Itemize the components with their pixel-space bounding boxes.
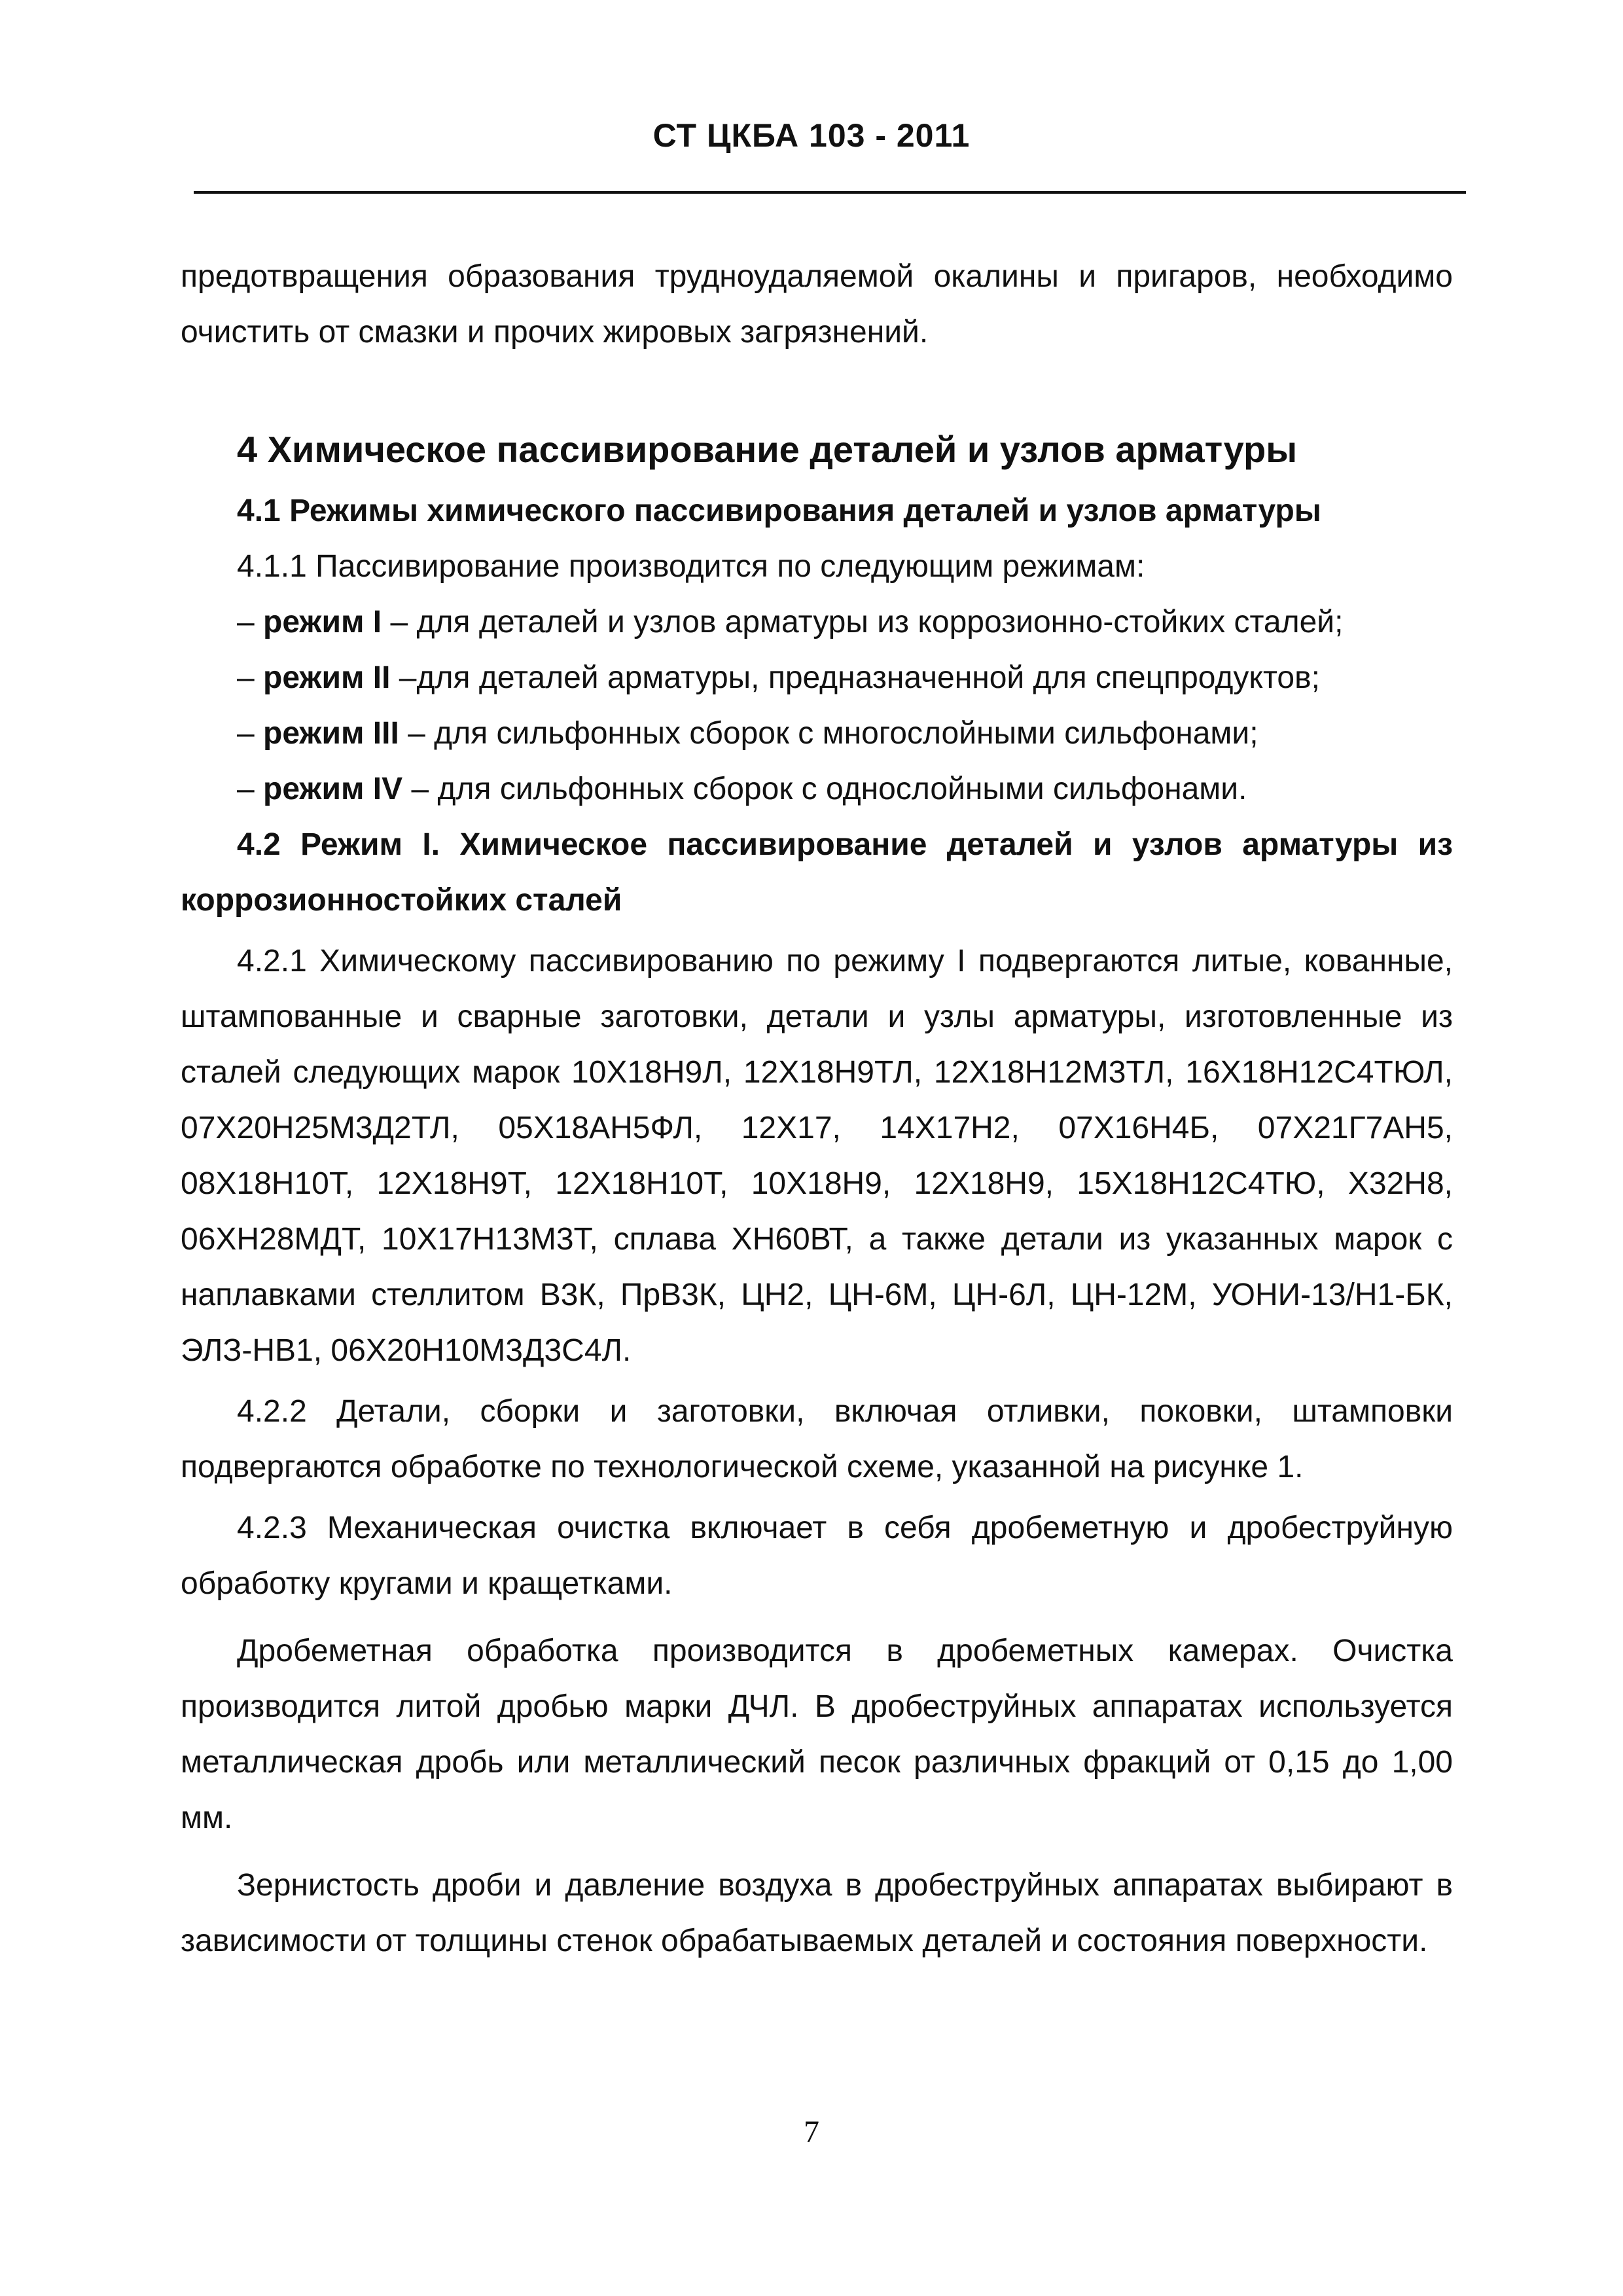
- mode-text: –для деталей арматуры, предназначенной для спецпродуктов;: [390, 660, 1320, 695]
- document-body: [181, 249, 1453, 1969]
- paragraph-4-1-1: 4.1.1 Пассивирование производится по следующим режимам:: [237, 549, 1145, 584]
- mode-label: режим II: [263, 660, 391, 695]
- paragraph-4-2-2: 4.2.2 Детали, сборки и заготовки, включая отливки, поковки, штамповки подвергаются обработке по технологической схеме, указанной на рисунке 1.: [181, 1394, 1453, 1484]
- intro-paragraph: предотвращения образования трудноудаляемой окалины и пригаров, необходимо очистить от смазки и прочих жировых загрязнений.: [181, 259, 1453, 350]
- mode-item-3: [181, 706, 1453, 761]
- mode-label: режим I: [263, 605, 382, 639]
- mode-dash: –: [237, 605, 264, 639]
- mode-dash: –: [237, 772, 264, 806]
- paragraph-4-2-1: 4.2.1 Химическому пассивированию по режиму I подвергаются литые, кованные, штампованные и сварные заготовки, детали и узлы арматуры, изготовленные из сталей следующих марок 10Х18Н9Л, 12Х18Н9ТЛ, 12Х18Н12М3ТЛ, 16Х18Н12С4ТЮЛ, 07Х20Н25М3Д2ТЛ, 05Х18АН5ФЛ, 12Х17, 14Х17Н2, 07Х16Н4Б, 07Х21Г7АН5, 08Х18Н10Т, 12Х18Н9Т, 12Х18Н10Т, 10Х18Н9, 12Х18Н9, 15Х18Н12С4ТЮ, Х32Н8, 06ХН28МДТ, 10Х17Н13М3Т, сплава ХН60ВТ, а также детали из указанных марок с наплавками стеллитом В3К, ПрВ3К, ЦН2, ЦН-6М, ЦН-6Л, ЦН-12М, УОНИ-13/Н1-БК, ЭЛЗ-НВ1, 06Х20Н10М3Д3С4Л.: [181, 944, 1453, 1368]
- paragraph-4-2-3: 4.2.3 Механическая очистка включает в себя дробеметную и дробеструйную обработку кругами и кращетками.: [181, 1511, 1453, 1601]
- mode-item-4: [181, 761, 1453, 817]
- mode-item-1: [181, 594, 1453, 650]
- paragraph-shot-blasting: Дробеметная обработка производится в дробеметных камерах. Очистка производится литой дробью марки ДЧЛ. В дробеструйных аппаратах используется металлическая дробь или металлический песок различных фракций от 0,15 до 1,00 мм.: [181, 1634, 1453, 1835]
- document-code-header: СТ ЦКБА 103 - 2011: [652, 117, 971, 154]
- paragraph-grain-size: Зернистость дроби и давление воздуха в дробеструйных аппаратах выбирают в зависимости от толщины стенок обрабатываемых деталей и состояния поверхности.: [181, 1868, 1453, 1958]
- mode-dash: –: [237, 716, 264, 751]
- mode-text: – для сильфонных сборок с однослойными сильфонами.: [402, 772, 1247, 806]
- mode-text: – для сильфонных сборок с многослойными сильфонами;: [399, 716, 1258, 751]
- mode-label: режим IV: [263, 772, 403, 806]
- page-number: 7: [804, 2115, 819, 2149]
- mode-item-2: [181, 650, 1453, 706]
- section-4-2-title: 4.2 Режим I. Химическое пассивирование деталей и узлов арматуры из коррозионностойких сталей: [181, 827, 1453, 918]
- mode-text: – для деталей и узлов арматуры из коррозионно-стойких сталей;: [382, 605, 1344, 639]
- header-rule: [194, 191, 1466, 194]
- section-4-title: 4 Химическое пассивирование деталей и узлов арматуры: [237, 429, 1298, 470]
- section-4-1-title: 4.1 Режимы химического пассивирования деталей и узлов арматуры: [237, 493, 1321, 528]
- mode-dash: –: [237, 660, 264, 695]
- mode-label: режим III: [263, 716, 399, 751]
